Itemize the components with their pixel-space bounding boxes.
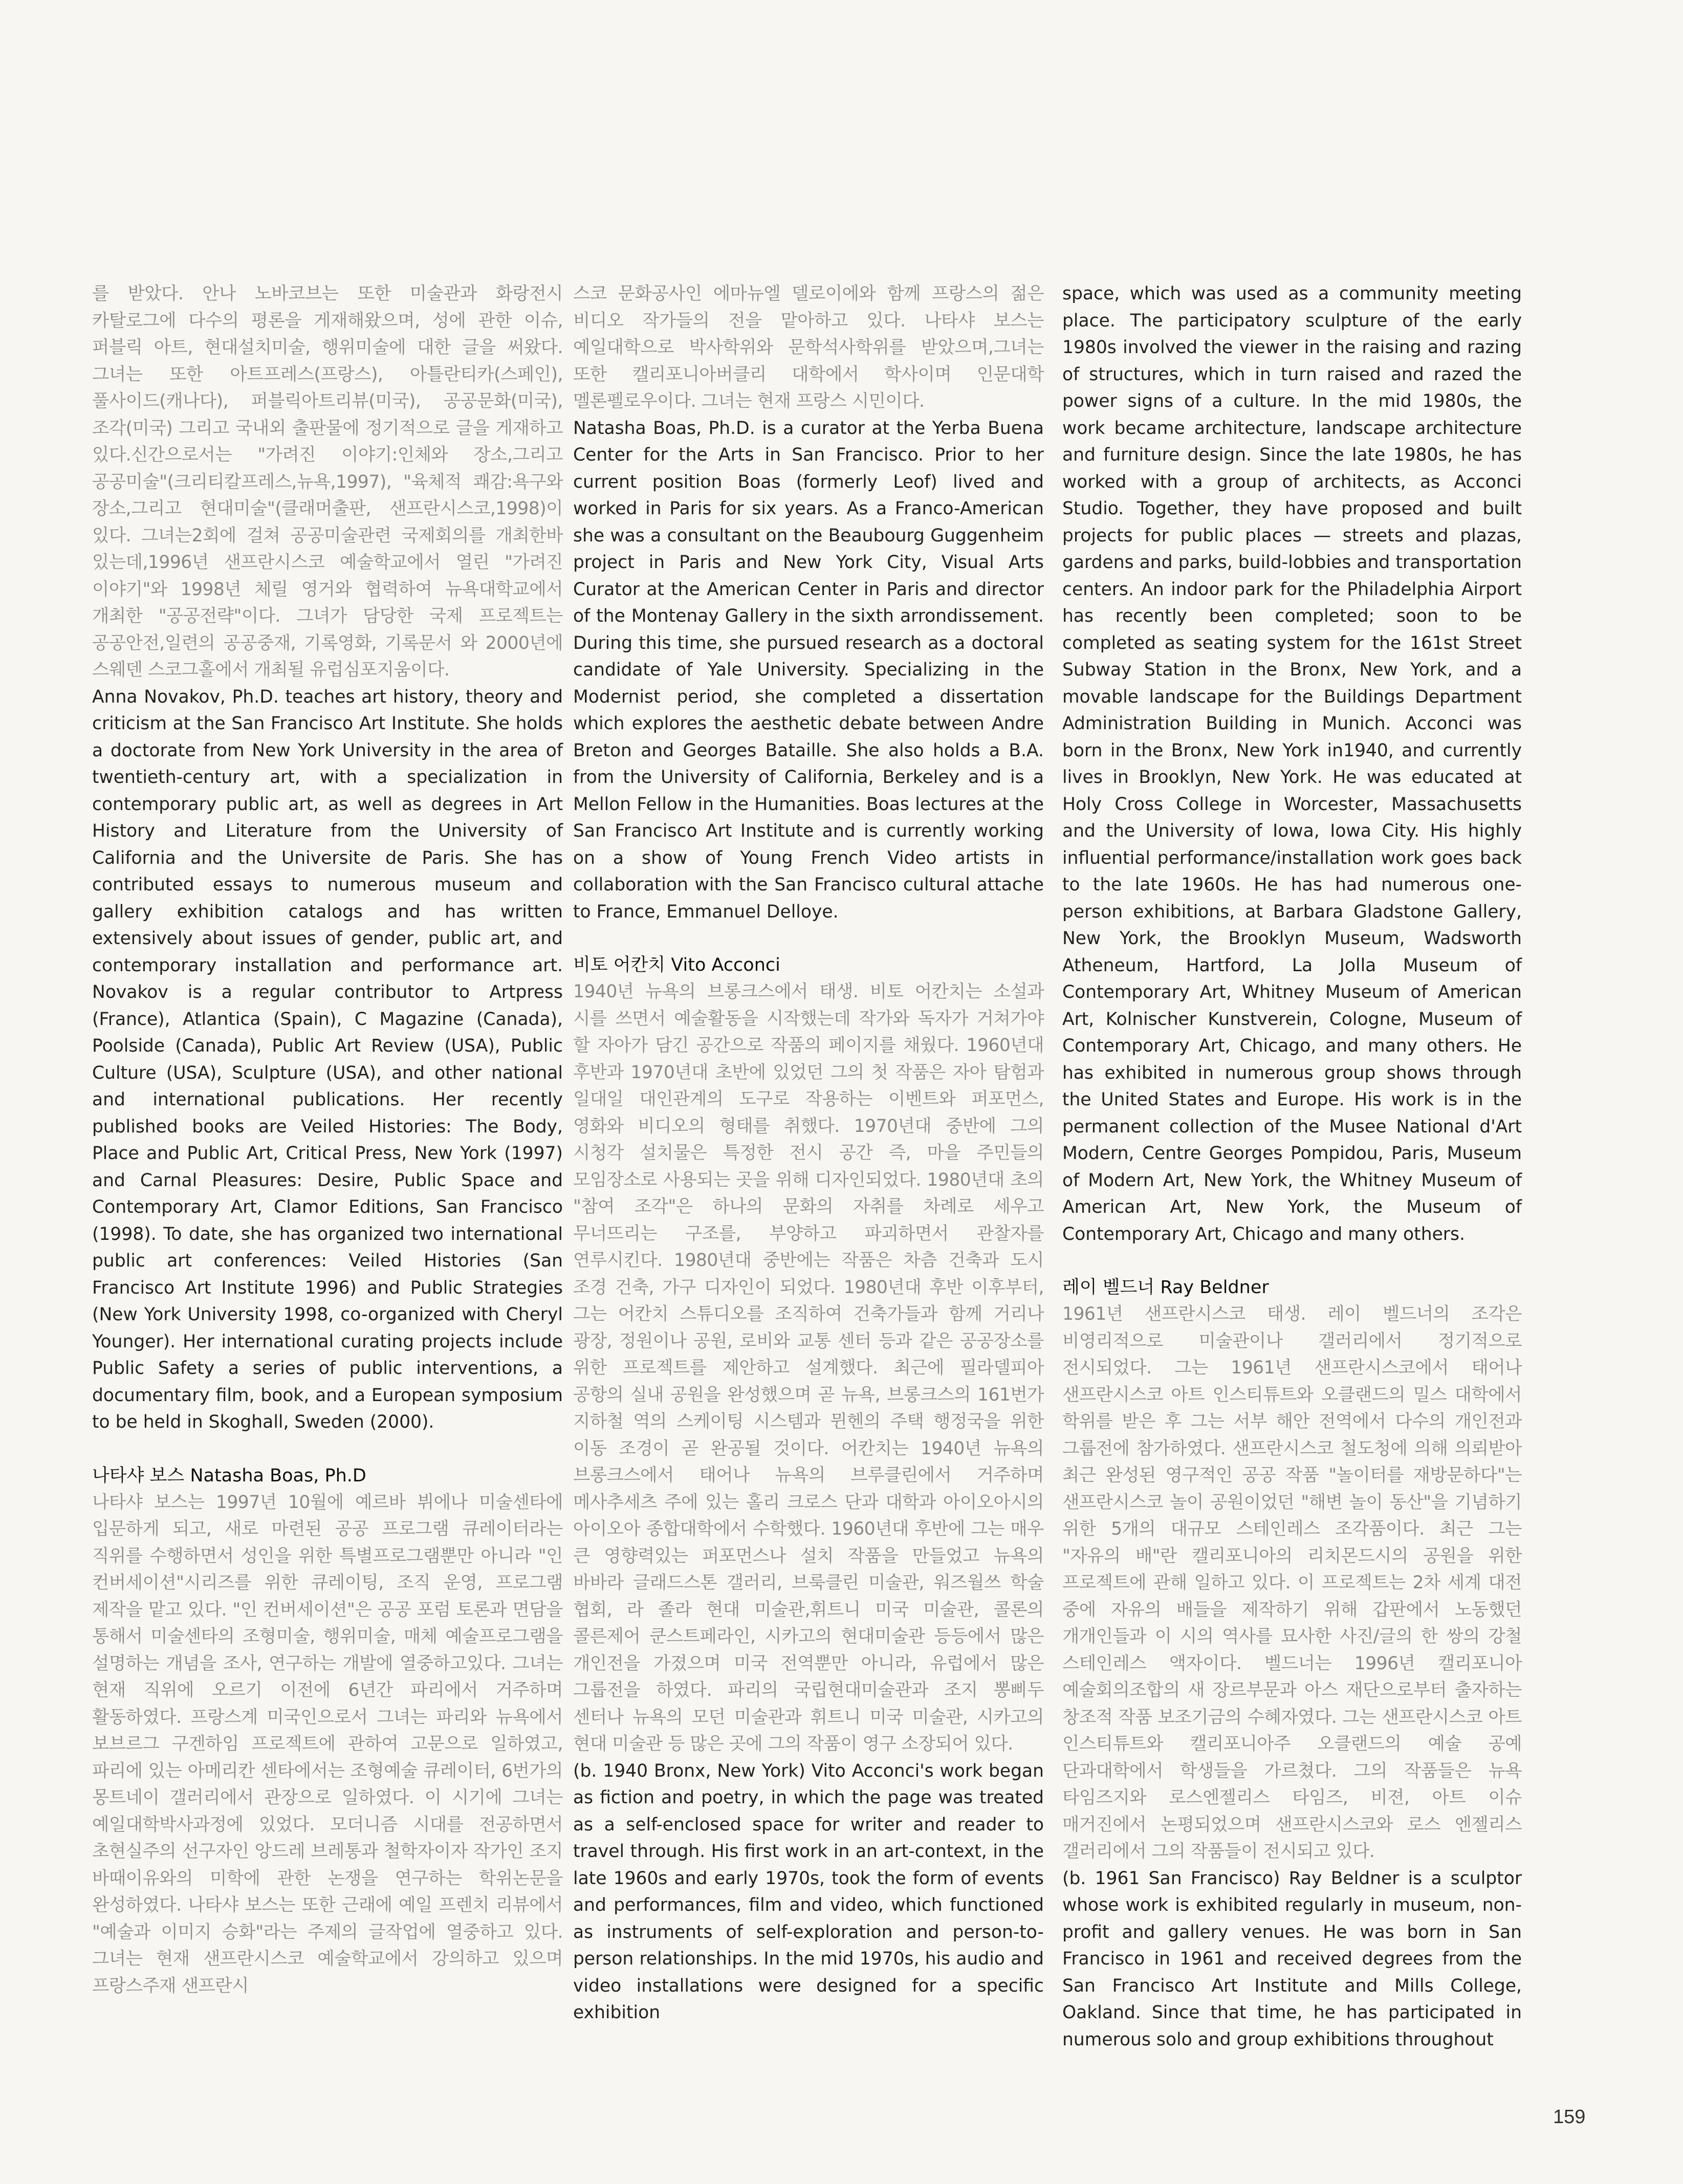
beldner-heading-english: Ray Beldner <box>1160 1277 1269 1298</box>
beldner-heading-korean: 레이 벨드너 <box>1062 1277 1155 1298</box>
beldner-bio-korean: 1961년 샌프란시스코 태생. 레이 벨드너의 조각은 비영리적으로 미술관이나 갤러리에서 정기적으로 전시되었다. 그는 1961년 샌프란시스코에서 태어나 샌프란시스코 아트 인스티튜트와 오클랜드의 밀스 대학에서 학위를 받은 후 그는 서부 해안 전역에서 다수의 개인전과 그룹전에 참가하였다. 샌프란시스코 철도청에 의해 의뢰받아 최근 완성된 영구적인 공공 작품 "놀이터를 재방문하다"는 샌프란시스코 놀이 공원이었던 "해변 놀이 동산"을 기념하기 위한 5개의 대규모 스테인레스 조각품이다. 최근 그는 "자유의 배"란 캘리포니아의 리치몬드시의 공원을 위한 프로젝트에 관해 일하고 있다. 이 프로젝트는 2차 세계 대전 중에 자유의 배들을 제작하기 위해 갑판에서 노동했던 개개인들과 이 시의 역사를 묘사한 사진/글의 한 쌍의 강철 스테인레스 액자이다. 벨드너는 1996년 캘리포니아 예술회의조합의 새 장르부문과 아스 재단으로부터 출자하는 창조적 작품 보조기금의 수혜자였다. 그는 샌프란시스코 아트 인스티튜트와 캘리포니아주 오클랜드의 예술 공예 단과대학에서 학생들을 가르쳤다. 그의 작품들은 뉴욕 타임즈지와 로스엔젤리스 타임즈, 비젼, 아트 이슈 매거진에서 논평되었으며 샌프란시스코와 로스 엔젤리스 갤러리에서 그의 작품들이 전시되고 있다. <box>1062 1304 1522 1862</box>
boas-bio-korean-cont: 스코 문화공사인 에마뉴엘 델로이에와 함께 프랑스의 젊은 비디오 작가들의 전을 맡아하고 있다. 나타샤 보스는 예일대학으로 박사학위와 문학석사학위를 받았으며,그녀는 또한 캘리포니아버클리 대학에서 학사이며 인문대학 멜론펠로우이다. 그녀는 현재 프랑스 시민이다. <box>573 283 1044 411</box>
boas-heading <box>92 1462 563 1489</box>
column-right <box>1062 280 1522 2053</box>
page-number: 159 <box>1553 2106 1586 2128</box>
acconci-heading <box>573 952 1044 978</box>
boas-bio-english: Natasha Boas, Ph.D. is a curator at the Yerba Buena Center for the Arts in San Francisco. Prior to her current position Boas (formerly Leof) lived and worked in Paris for six years. As a Franco-American she was a consultant on the Beaubourg Guggenheim project in Paris and New York City, Visual Arts Curator at the American Center in Paris and director of the Montenay Gallery in the sixth arrondissement. During this time, she pursued research as a doctoral candidate of Yale University. Specializing in the Modernist period, she completed a dissertation which explores the aesthetic debate between Andre Breton and Georges Bataille. She also holds a B.A. from the University of California, Berkeley and is a Mellon Fellow in the Humanities. Boas lectures at the San Francisco Art Institute and is currently working on a show of Young French Video artists in collaboration with the San Francisco cultural attache to France, Emmanuel Delloye. <box>573 418 1044 922</box>
boas-bio-korean: 나타샤 보스는 1997년 10월에 예르바 뷔에나 미술센타에 입문하게 되고, 새로 마련된 공공 프로그램 큐레이터라는 직위를 수행하면서 성인을 위한 특별프로그램뿐만 아니라 "인 컨버세이션"시리즈를 위한 큐레이팅, 조직 운영, 프로그램 제작을 맡고 있다. "인 컨버세이션"은 공공 포럼 토론과 면담을 통해서 미술센타의 조형미술, 행위미술, 매체 예술프로그램을 설명하는 개념을 조사, 연구하는 개발에 열중하고있다. 그녀는 현재 직위에 오르기 이전에 6년간 파리에서 거주하며 활동하였다. 프랑스계 미국인으로서 그녀는 파리와 뉴욕에서 보브르그 구겐하임 프로젝트에 관하여 고문으로 일하였고, 파리에 있는 아메리칸 센타에서는 조형예술 큐레이터, 6번가의 몽트네이 갤러리에서 관장으로 일하였다. 이 시기에 그녀는 예일대학박사과정에 있었다. 모더니즘 시대를 전공하면서 초현실주의 선구자인 앙드레 브레통과 철학자이자 작가인 조지 바때이유와의 미학에 관한 논쟁을 연구하는 학위논문을 완성하였다. 나타샤 보스는 또한 근래에 예일 프렌치 리뷰에서 "예술과 이미지 승화"라는 주제의 글작업에 열중하고 있다. 그녀는 현재 샌프란시스코 예술학교에서 강의하고 있으며 프랑스주재 샌프란시 <box>92 1492 563 1996</box>
boas-heading-korean: 나타샤 보스 <box>92 1465 185 1486</box>
beldner-heading <box>1062 1274 1522 1301</box>
column-middle <box>573 280 1044 2026</box>
acconci-heading-english: Vito Acconci <box>671 955 780 975</box>
acconci-bio-english: (b. 1940 Bronx, New York) Vito Acconci's work began as fiction and poetry, in which the page was treated as a self-enclosed space for writer and reader to travel through. His first work in an art-context, in the late 1960s and early 1970s, took the form of events and performances, film and video, which functioned as instruments of self-exploration and person-to-person relationships. In the mid 1970s, his audio and video installations were designed for a specific exhibition <box>573 1760 1044 2023</box>
novakov-bio-korean: 를 받았다. 안나 노바코브는 또한 미술관과 화랑전시 카탈로그에 다수의 평론을 게재해왔으며, 성에 관한 이슈, 퍼블릭 아트, 현대설치미술, 행위미술에 대한 글을 써왔다. 그녀는 또한 아트프레스(프랑스), 아틀란티카(스페인), 풀사이드(캐나다), 퍼블릭아트리뷰(미국), 공공문화(미국), 조각(미국) 그리고 국내외 출판물에 정기적으로 글을 게재하고 있다.신간으로서는 "가려진 이야기:인체와 장소,그리고 공공미술"(크리티칼프레스,뉴욕,1997), "육체적 쾌감:욕구와 장소,그리고 현대미술"(클래머출판, 샌프란시스코,1998)이 있다. 그녀는2회에 걸쳐 공공미술관련 국제회의를 개최한바 있는데,1996년 샌프란시스코 예술학교에서 열린 "가려진 이야기"와 1998년 체릴 영거와 협력하여 뉴욕대학교에서 개최한 "공공전략"이다. 그녀가 담당한 국제 프로젝트는 공공안전,일련의 공공중재, 기록영화, 기록문서 와 2000년에 스웨덴 스코그홀에서 개최될 유럽심포지움이다. <box>92 283 563 680</box>
beldner-bio-english: (b. 1961 San Francisco) Ray Beldner is a sculptor whose work is exhibited regularly in museum, non-profit and gallery venues. He was born in San Francisco in 1961 and received degrees from the San Francisco Art Institute and Mills College, Oakland. Since that time, he has participated in numerous solo and group exhibitions throughout <box>1062 1868 1522 2050</box>
acconci-bio-english-cont: space, which was used as a community meeting place. The participatory sculpture of the early 1980s involved the viewer in the raising and razing of structures, which in turn raised and razed the power signs of a culture. In the mid 1980s, the work became architecture, landscape architecture and furniture design. Since the late 1980s, he has worked with a group of architects, as Acconci Studio. Together, they have proposed and built projects for public places — streets and plazas, gardens and parks, build-lobbies and transportation centers. An indoor park for the Philadelphia Airport has recently been completed; soon to be completed as seating system for the 161st Street Subway Station in the Bronx, New York, and a movable landscape for the Buildings Department Administration Building in Munich. Acconci was born in the Bronx, New York in1940, and currently lives in Brooklyn, New York. He was educated at Holy Cross College in Worcester, Massachusetts and the University of Iowa, Iowa City. His highly influential performance/installation work goes back to the late 1960s. He has had numerous one-person exhibitions, at Barbara Gladstone Gallery, New York, the Brooklyn Museum, Wadsworth Atheneum, Hartford, La Jolla Museum of Contemporary Art, Whitney Museum of American Art, Kolnischer Kunstverein, Cologne, Museum of Contemporary Art, Chicago, and many others. He has exhibited in numerous group shows through the United States and Europe. His work is in the permanent collection of the Musee National d'Art Modern, Centre Georges Pompidou, Paris, Museum of Modern Art, New York, the Whitney Museum of American Art, New York, the Museum of Contemporary Art, Chicago and many others. <box>1062 283 1522 1244</box>
boas-heading-english: Natasha Boas, Ph.D <box>190 1465 366 1486</box>
acconci-heading-korean: 비토 어칸치 <box>573 955 666 975</box>
novakov-bio-english: Anna Novakov, Ph.D. teaches art history, theory and criticism at the San Francisco Art Institute. She holds a doctorate from New York University in the area of twentieth-century art, with a specialization in contemporary public art, as well as degrees in Art History and Literature from the University of California and the Universite de Paris. She has contributed essays to numerous museum and gallery exhibition catalogs and has written extensively about issues of gender, public art, and contemporary installation and performance art. Novakov is a regular contributor to Artpress (France), Atlantica (Spain), C Magazine (Canada), Poolside (Canada), Public Art Review (USA), Public Culture (USA), Sculpture (USA), and other national and international publications. Her recently published books are Veiled Histories: The Body, Place and Public Art, Critical Press, New York (1997) and Carnal Pleasures: Desire, Public Space and Contemporary Art, Clamor Editions, San Francisco (1998). To date, she has organized two international public art conferences: Veiled Histories (San Francisco Art Institute 1996) and Public Strategies (New York University 1998, co-organized with Cheryl Younger). Her international curating projects include Public Safety a series of public interventions, a documentary film, book, and a European symposium to be held in Skoghall, Sweden (2000). <box>92 686 563 1432</box>
acconci-bio-korean: 1940년 뉴욕의 브롱크스에서 태생. 비토 어칸치는 소설과 시를 쓰면서 예술활동을 시작했는데 작가와 독자가 거쳐가야 할 자아가 담긴 공간으로 작품의 페이지를 채웠다. 1960년대 후반과 1970년대 초반에 있었던 그의 첫 작품은 자아 탐험과 일대일 대인관계의 도구로 작용하는 이벤트와 퍼포먼스, 영화와 비디오의 형태를 취했다. 1970년대 중반에 그의 시청각 설치물은 특정한 전시 공간 즉, 마을 주민들의 모임장소로 사용되는 곳을 위해 디자인되었다. 1980년대 초의 "참여 조각"은 하나의 문화의 자취를 차례로 세우고 무너뜨리는 구조를, 부양하고 파괴하면서 관찰자를 연루시킨다. 1980년대 중반에는 작품은 차츰 건축과 도시 조경 건축, 가구 디자인이 되었다. 1980년대 후반 이후부터, 그는 어칸치 스튜디오를 조직하여 건축가들과 함께 거리나 광장, 정원이나 공원, 로비와 교통 센터 등과 같은 공공장소를 위한 프로젝트를 제안하고 설계했다. 최근에 필라델피아 공항의 실내 공원을 완성했으며 곧 뉴욕, 브롱크스의 161번가 지하철 역의 스케이팅 시스템과 뮌헨의 주택 행정국을 위한 이동 조경이 곧 완공될 것이다. 어칸치는 1940년 뉴욕의 브롱크스에서 태어나 뉴욕의 브루클린에서 거주하며 메사추세츠 주에 있는 홀리 크로스 단과 대학과 아이오아시의 아이오아 종합대학에서 수학했다. 1960년대 후반에 그는 매우 큰 영향력있는 퍼포먼스나 설치 작품을 만들었고 뉴욕의 바바라 글래드스톤 갤러리, 브룩클린 미술관, 워즈월쓰 학술 협회, 라 졸라 현대 미술관,휘트니 미국 미술관, 콜론의 콜른제어 쿤스트페라인, 시카고의 현대미술관 등등에서 많은 개인전을 가졌으며 미국 전역뿐만 아니라, 유럽에서 많은 그룹전을 하였다. 파리의 국립현대미술관과 조지 뽕삐두 센터나 뉴욕의 모던 미술관과 휘트니 미국 미술관, 시카고의 현대 미술관 등 많은 곳에 그의 작품이 영구 소장되어 있다. <box>573 981 1044 1754</box>
column-left <box>92 280 563 1999</box>
